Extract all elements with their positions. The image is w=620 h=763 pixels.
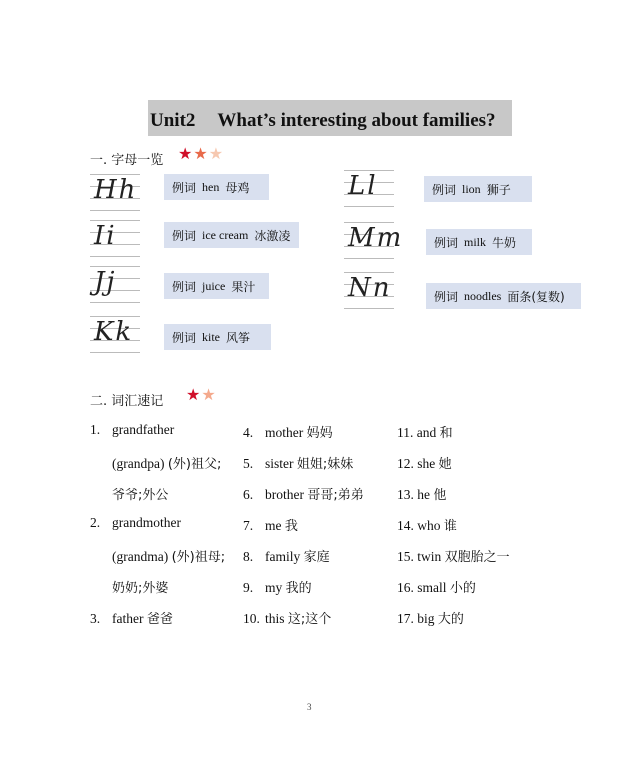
- example-label: 例词: [172, 279, 197, 294]
- star-icon: ★: [178, 146, 193, 163]
- example-word-box: [426, 229, 532, 255]
- vocab-english: family: [265, 549, 301, 564]
- vocab-item: [397, 546, 510, 565]
- vocab-english: me: [265, 518, 282, 533]
- vocab-number: 11.: [397, 425, 414, 440]
- example-meaning: 果汁: [231, 279, 256, 294]
- example-word-box: [424, 176, 532, 202]
- letter-glyph: Jj: [94, 267, 117, 297]
- example-word-box: [164, 324, 271, 350]
- vocab-number: 9.: [243, 580, 254, 595]
- page-number: 3: [307, 702, 312, 712]
- vocab-item: [90, 577, 168, 596]
- vocab-chinese: 我的: [285, 581, 312, 596]
- vocab-chinese: 她: [438, 457, 452, 472]
- vocab-number: 15.: [397, 549, 414, 564]
- vocab-chinese: 姐姐;妹妹: [296, 457, 354, 472]
- vocab-item: [243, 546, 330, 565]
- vocab-item: [90, 453, 221, 472]
- vocab-chinese: 大的: [437, 612, 464, 627]
- vocab-item: [90, 546, 225, 565]
- example-word-box: [426, 283, 581, 309]
- vocab-english: and: [416, 425, 437, 440]
- vocab-number: 16.: [397, 580, 414, 595]
- letter-glyph: Hh: [94, 175, 138, 205]
- vocab-item: [243, 577, 312, 596]
- vocab-english: he: [417, 487, 430, 502]
- vocab-number: 4.: [243, 425, 254, 440]
- vocab-item: [243, 608, 331, 627]
- example-meaning: 牛奶: [492, 235, 517, 250]
- unit-title: What’s interesting about families?: [217, 110, 496, 131]
- vocab-english: grandfather: [112, 422, 175, 437]
- vocab-number: 6.: [243, 487, 254, 502]
- vocab-item: [90, 422, 174, 438]
- letter-glyph: Kk: [94, 317, 134, 347]
- section-heading-letters: 一. 字母一览: [90, 153, 164, 168]
- example-word-box: [164, 174, 269, 200]
- letter-writing-image: [90, 172, 140, 212]
- vocab-chinese: 小的: [449, 581, 476, 596]
- letter-writing-image: [90, 314, 140, 354]
- vocab-number: 1.: [90, 422, 101, 437]
- vocab-item: [90, 484, 168, 503]
- example-word-box: [164, 273, 269, 299]
- vocab-chinese: 哥哥;弟弟: [307, 488, 364, 503]
- letter-writing-image: [90, 264, 140, 304]
- vocab-chinese: 爸爸: [146, 612, 173, 627]
- vocab-english: she: [417, 456, 436, 471]
- example-word: lion: [462, 181, 481, 196]
- vocab-chinese: (外)祖母;: [171, 550, 226, 565]
- example-word: noodles: [464, 288, 502, 303]
- vocab-item: [243, 453, 353, 472]
- letter-glyph: Mm: [348, 223, 404, 253]
- vocab-chinese: 双胞胎之一: [444, 550, 510, 565]
- vocab-item: [397, 608, 464, 627]
- vocab-chinese: 妈妈: [306, 426, 333, 441]
- vocab-item: [90, 515, 181, 531]
- letter-writing-image: [344, 270, 394, 310]
- vocab-item: [243, 422, 333, 441]
- vocab-english: grandmother: [112, 515, 181, 530]
- star-icon: ★: [186, 387, 201, 404]
- vocab-chinese: (外)祖父;: [167, 457, 222, 472]
- example-label: 例词: [432, 182, 457, 197]
- letter-writing-image: [344, 220, 404, 260]
- vocab-item: [397, 453, 452, 472]
- vocab-english: sister: [265, 456, 294, 471]
- vocab-english: mother: [265, 425, 304, 440]
- vocab-chinese: 爷爷;外公: [112, 488, 169, 503]
- letter-glyph: Nn: [348, 273, 392, 303]
- vocab-item: [397, 422, 453, 441]
- vocab-item: [243, 515, 298, 534]
- unit-label: Unit2: [150, 110, 196, 131]
- vocab-english: brother: [265, 487, 304, 502]
- example-meaning: 风筝: [226, 330, 251, 345]
- vocab-english: this: [265, 611, 285, 626]
- vocab-english: (grandpa): [112, 456, 165, 471]
- vocab-item: [397, 484, 446, 503]
- star-icon: ★: [201, 387, 216, 404]
- page-title: [150, 110, 496, 132]
- vocab-english: small: [417, 580, 447, 595]
- vocab-number: 8.: [243, 549, 254, 564]
- vocab-english: (grandma): [112, 549, 169, 564]
- letter-glyph: Ll: [348, 171, 378, 201]
- vocab-number: 17.: [397, 611, 414, 626]
- letter-writing-image: [344, 168, 394, 208]
- vocab-number: 14.: [397, 518, 414, 533]
- vocab-number: 3.: [90, 611, 101, 626]
- example-word: ice cream: [202, 227, 249, 242]
- example-label: 例词: [434, 289, 459, 304]
- example-word: juice: [202, 278, 226, 293]
- vocab-chinese: 家庭: [303, 550, 330, 565]
- example-label: 例词: [172, 228, 197, 243]
- example-label: 例词: [172, 180, 197, 195]
- vocab-number: 12.: [397, 456, 414, 471]
- section-heading-vocab: 二. 词汇速记: [90, 394, 164, 409]
- difficulty-stars-2: [186, 388, 216, 404]
- vocab-english: father: [112, 611, 144, 626]
- vocab-number: 13.: [397, 487, 414, 502]
- example-label: 例词: [434, 235, 459, 250]
- vocab-english: my: [265, 580, 283, 595]
- vocab-chinese: 谁: [443, 519, 457, 534]
- difficulty-stars-1: [178, 147, 223, 163]
- vocab-item: [397, 577, 476, 596]
- vocab-english: twin: [417, 549, 442, 564]
- letter-writing-image: [90, 218, 140, 258]
- example-word: kite: [202, 329, 221, 344]
- vocab-chinese: 他: [433, 488, 447, 503]
- vocab-english: big: [417, 611, 435, 626]
- example-word-box: [164, 222, 299, 248]
- vocab-number: 10.: [243, 611, 260, 626]
- example-meaning: 冰激凌: [254, 228, 291, 243]
- example-meaning: 狮子: [486, 182, 511, 197]
- vocab-item: [397, 515, 457, 534]
- vocab-number: 5.: [243, 456, 254, 471]
- example-label: 例词: [172, 330, 197, 345]
- example-word: milk: [464, 234, 487, 249]
- star-icon: ★: [208, 146, 224, 163]
- vocab-item: [243, 484, 364, 503]
- example-meaning: 母鸡: [225, 180, 250, 195]
- vocab-number: 7.: [243, 518, 254, 533]
- example-word: hen: [202, 179, 220, 194]
- example-meaning: 面条(复数): [507, 289, 565, 304]
- vocab-chinese: 奶奶;外婆: [112, 581, 169, 596]
- vocab-item: [90, 608, 173, 627]
- letter-glyph: Ii: [94, 221, 117, 251]
- vocab-number: 2.: [90, 515, 101, 530]
- star-icon: ★: [193, 146, 208, 163]
- vocab-chinese: 和: [439, 426, 453, 441]
- vocab-english: who: [417, 518, 441, 533]
- vocab-chinese: 这;这个: [287, 612, 332, 627]
- vocab-chinese: 我: [284, 519, 298, 534]
